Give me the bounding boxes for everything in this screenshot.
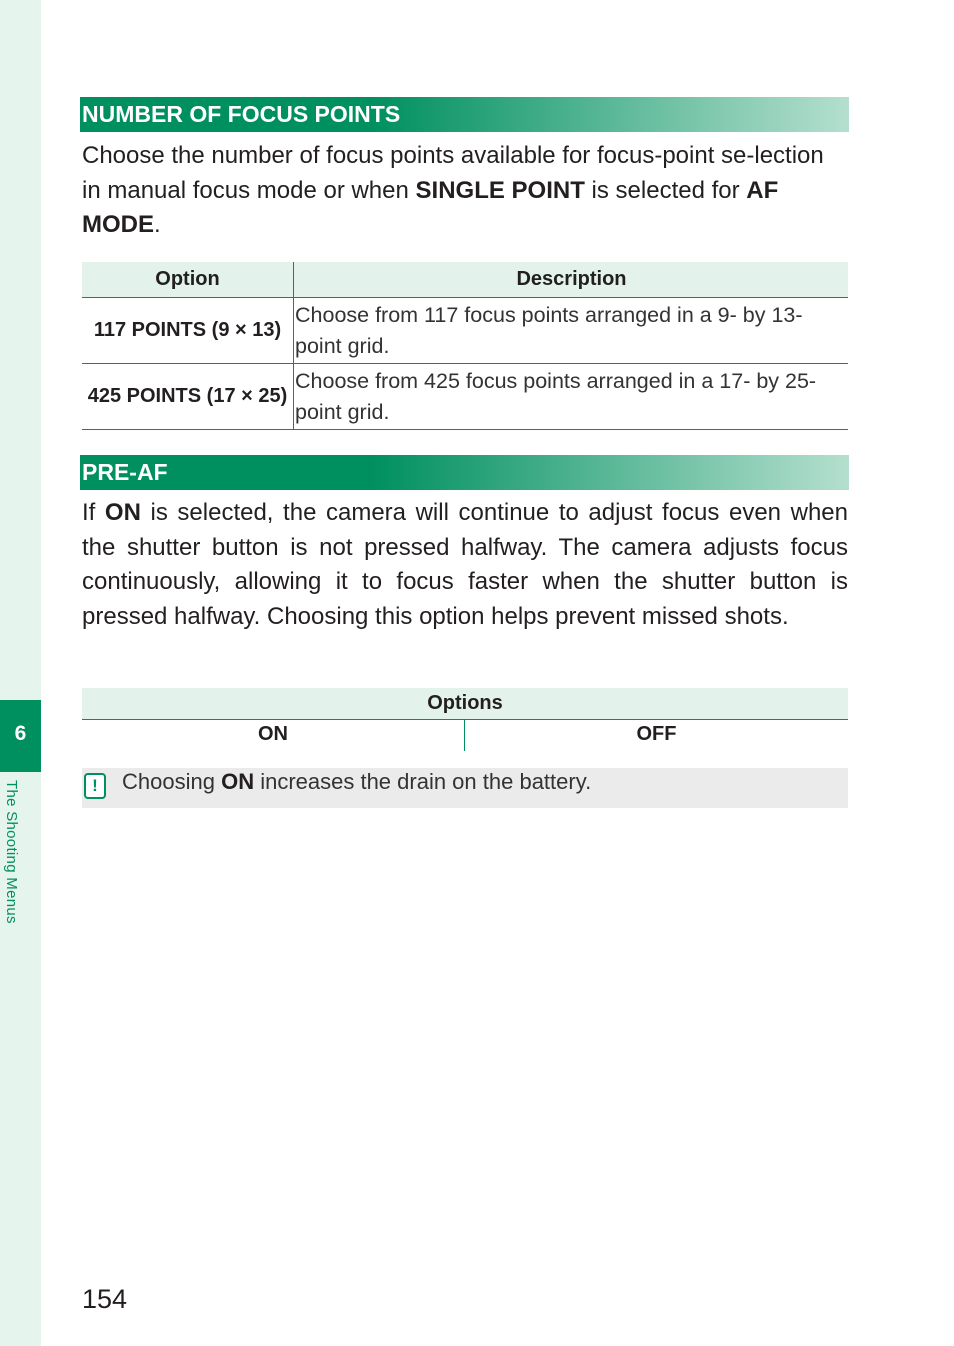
pre-af-options-table: [82, 688, 848, 751]
caution-icon: !: [84, 773, 106, 799]
table-row: [82, 298, 848, 364]
table-header-row: [82, 262, 848, 298]
option-off: OFF: [636, 723, 677, 745]
pre-af-description: If ON is selected, the camera will continue to adjust focus even when the shutter button is not pressed halfway. The camera adjusts focus continuously, allowing it to focus faster when the shutter button is pressed halfway. Choosing this option helps prevent missed shots.: [82, 499, 848, 630]
section-heading-text: NUMBER OF FOCUS POINTS: [82, 101, 401, 127]
chapter-number: 6: [14, 722, 27, 745]
focus-points-table: [82, 262, 848, 430]
options-values-row: [82, 720, 848, 751]
focus-points-description: Choose the number of focus points available for focus-point se-lection in manual focus mode or when SINGLE POINT is selected for AF MODE.: [82, 142, 824, 238]
section-heading-pre-af: [80, 455, 849, 490]
section-heading-text: PRE-AF: [82, 459, 168, 485]
table-row: [82, 364, 848, 430]
caution-note: [82, 768, 848, 808]
table-header-description: Description: [516, 268, 627, 290]
options-header: Options: [427, 692, 503, 714]
table-cell-option: 117 POINTS (9 × 13): [93, 319, 282, 341]
table-cell-description: Choose from 117 focus points arranged in a 9- by 13-point grid.: [295, 303, 803, 358]
table-cell-option: 425 POINTS (17 × 25): [87, 385, 288, 407]
page-number: 154: [82, 1284, 128, 1314]
option-on: ON: [258, 723, 288, 745]
sidebar-strip: [0, 0, 41, 1346]
table-header-option: Option: [155, 268, 220, 290]
options-header-row: [82, 688, 848, 720]
section-heading-focus-points: [80, 97, 849, 132]
note-text: Choosing ON increases the drain on the battery.: [122, 769, 592, 794]
table-cell-description: Choose from 425 focus points arranged in a 17- by 25-point grid.: [295, 369, 817, 424]
options-divider: [464, 720, 465, 751]
table-divider: [293, 262, 294, 429]
chapter-title: The Shooting Menus: [3, 780, 20, 924]
